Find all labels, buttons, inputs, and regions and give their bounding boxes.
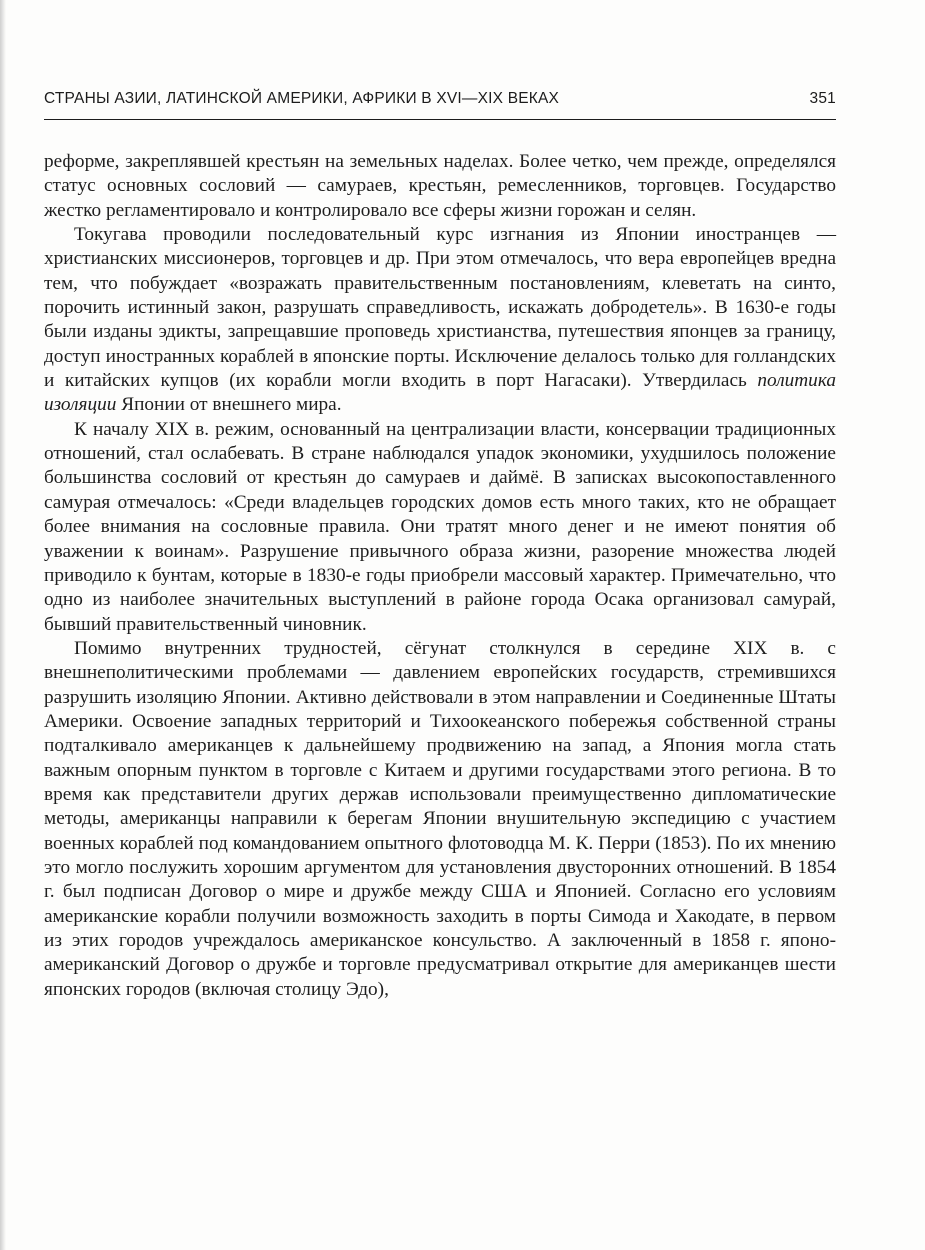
paragraph-1: реформе, закреплявшей крестьян на земельных наделах. Более четко, чем прежде, определялся статус основных сословий — самураев, крестьян, ремесленников, торговцев. Государство жестко регламентировало и контролировало все сферы жизни горожан и селян. (44, 151, 836, 221)
running-title: СТРАНЫ АЗИИ, ЛАТИНСКОЙ АМЕРИКИ, АФРИКИ В XVI—XIX ВЕКАХ (44, 90, 560, 107)
paragraph-3: К началу XIX в. режим, основанный на централизации власти, консервации традиционных отношений, стал ослабевать. В стране наблюдался упадок экономики, ухудшилось положение большинства сословий от крестьян до самураев и даймё. В записках высокопоставленного самурая отмечалось: «Среди владельцев городских домов есть много таких, кто не обращает более внимания на сословные правила. Они тратят много денег и не имеют понятия об уважении к воинам». Разрушение привычного образа жизни, разорение множества людей приводило к бунтам, которые в 1830-е годы приобрели массовый характер. Примечательно, что одно из наиболее значительных выступлений в районе города Осака организовал самурай, бывший правительственный чиновник. (44, 418, 836, 635)
header-rule (44, 119, 836, 120)
body-text (44, 150, 836, 1002)
paragraph-2 (44, 223, 836, 418)
paragraph-2-text-end: Японии от внешнего мира. (121, 394, 342, 416)
italic-term: политика изоляции (44, 370, 836, 416)
paragraph-2-text: Токугава проводили последовательный курс изгнания из Японии иностранцев — христианских миссионеров, торговцев и др. При этом отмечалось, что вера европейцев вредна тем, что побуждает «возражать правительственным постановлениям, клеветать на синто, порочить истинный закон, разрушать справедливость, искажать добродетель». В 1630-е годы были изданы эдикты, запрещавшие проповедь христианства, путешествия японцев за границу, доступ иностранных кораблей в японские порты. Исключение делалось только для голландских и китайских купцов (их корабли могли входить в порт Нагасаки). Утвердилась (44, 224, 836, 392)
running-header (44, 90, 836, 114)
binding-shadow (0, 0, 6, 1250)
paragraph-4: Помимо внутренних трудностей, сёгунат столкнулся в середине XIX в. с внешнеполитическими проблемами — давлением европейских государств, стремившихся разрушить изоляцию Японии. Активно действовали в этом направлении и Соединенные Штаты Америки. Освоение западных территорий и Тихоокеанского побережья собственной страны подталкивало американцев к дальнейшему продвижению на запад, а Япония могла стать важным опорным пунктом в торговле с Китаем и другими государствами этого региона. В то время как представители других держав использовали преимущественно дипломатические методы, американцы направили к берегам Японии внушительную экспедицию с участием военных кораблей под командованием опытного флотоводца М. К. Перри (1853). По их мнению это могло послужить хорошим аргументом для установления двусторонних отношений. В 1854 г. был подписан Договор о мире и дружбе между США и Японией. Согласно его условиям американские корабли получили возможность заходить в порты Симода и Хакодате, в первом из этих городов учреждалось американское консульство. А заключенный в 1858 г. японо-американский Договор о дружбе и торговле предусматривал открытие для американцев шести японских городов (включая столицу Эдо), (44, 637, 836, 1000)
page-number: 351 (809, 90, 836, 107)
